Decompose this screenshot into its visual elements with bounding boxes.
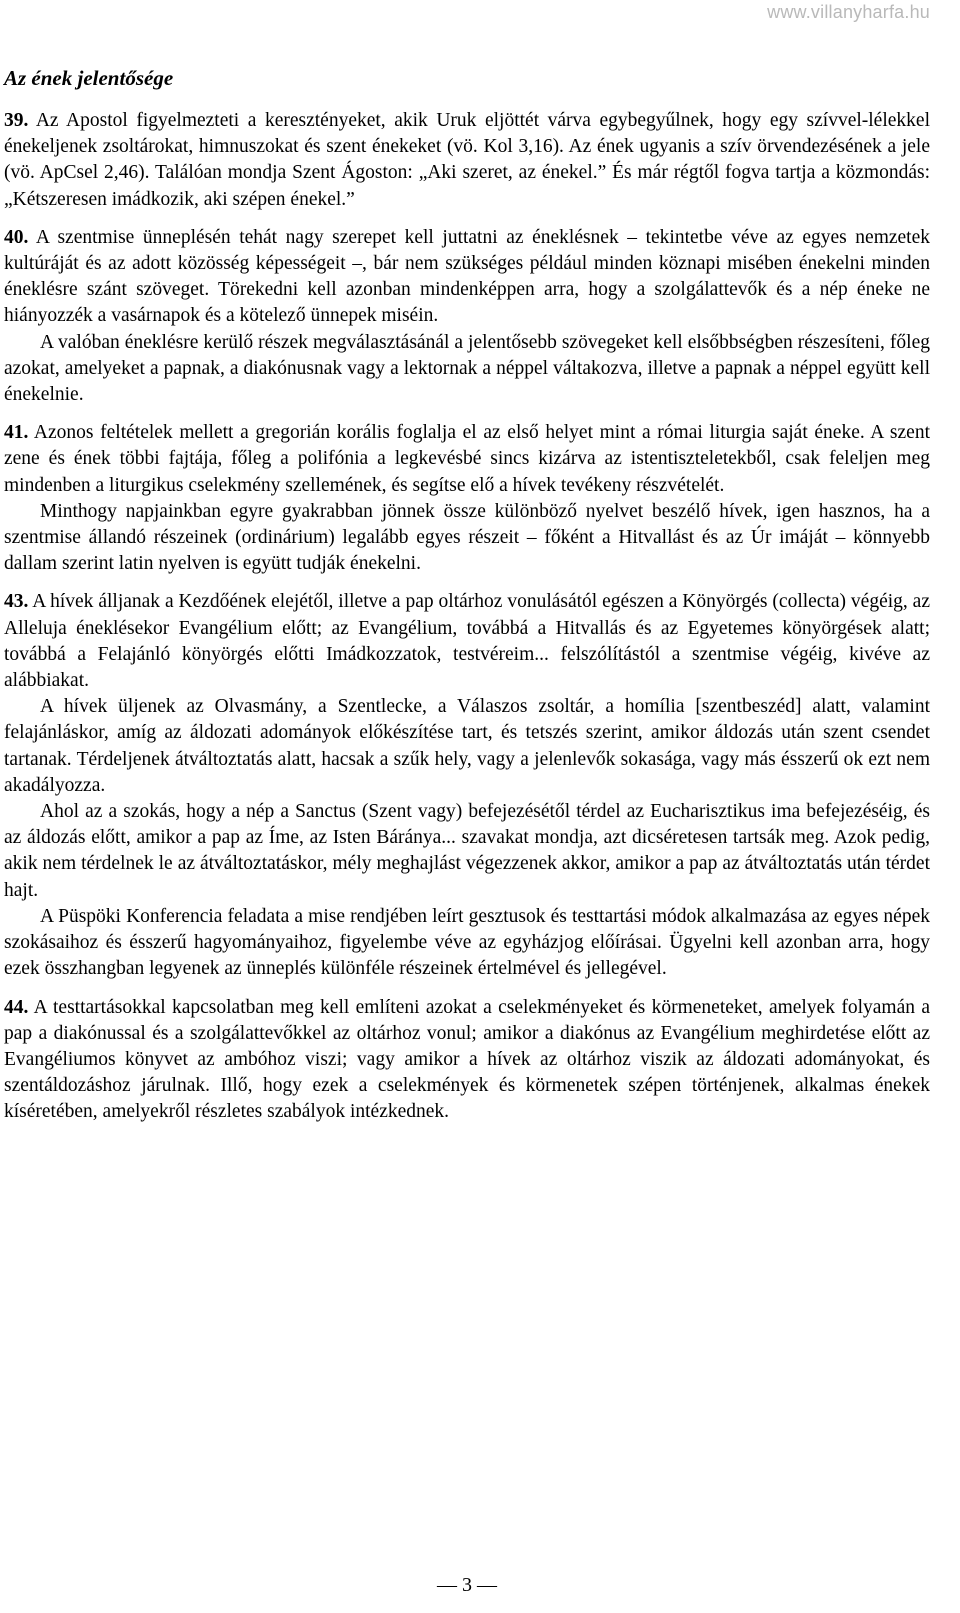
- document-page: [4, 0, 930, 1613]
- paragraph-text: A szentmise ünneplésén tehát nagy szerepet kell juttatni az éneklésnek – tekintetbe véve az egyes nemzetek kultúráját és az adott közösség képességeit –, bár nem szükséges például minden köznapi misében énekelni minden éneklésre szánt szöveget. Törekedni kell azonban mindenképpen arra, hogy a szolgálattevők és a nép éneke ne hiányozzék a vasárnapok és a kötelező ünnepek miséin.: [4, 226, 930, 327]
- paragraph-40: [4, 225, 930, 330]
- paragraph-number: 44.: [4, 996, 29, 1018]
- paragraph-number: 41.: [4, 422, 29, 444]
- paragraph-43-continued-3: A Püspöki Konferencia feladata a mise rendjében leírt gesztusok és testtartási módok alkalmazása az egyes népek szokásaihoz és ésszerű hagyományaihoz, figyelembe véve az egyházjog előírásai. Ügyelni kell azonban arra, hogy ezek összhangban legyenek az ünneplés különféle részeinek értelmével és jellegével.: [4, 905, 930, 980]
- paragraph-41-continued: Minthogy napjainkban egyre gyakrabban jönnek össze különböző nyelvet beszélő hívek, igen hasznos, ha a szentmise állandó részeinek (ordinárium) legalább egyes részeit – főként a Hitvallást és az Úr imáját – könnyebb dallam szerint latin nyelven is együtt tudják énekelni.: [4, 500, 930, 575]
- paragraph-41: [4, 420, 930, 499]
- paragraph-43-continued-2: Ahol az a szokás, hogy a nép a Sanctus (Szent vagy) befejezésétől térdel az Eucharisztikus ima befejezéséig, és az áldozás előtt, amikor a pap az Íme, az Isten Báránya... szavakat mondja, azt dicséretesen tartsák meg. Azok pedig, akik nem térdelnek le az átváltoztatáskor, mély meghajlást végezzenek akkor, amikor a pap az átváltoztatás után térdet hajt.: [4, 801, 930, 901]
- paragraph-43-continued-1: A hívek üljenek az Olvasmány, a Szentlecke, a Válaszos zsoltár, a homília [szentbeszéd] alatt, valamint felajánláskor, amíg az áldozati adományok előkészítése tart, és tetszés szerint, amikor áldozás után szent csendet tartanak. Térdeljenek átváltoztatás alatt, hacsak a szűk hely, vagy a jelenlevők sokasága, vagy más ésszerű ok ezt nem akadályozza.: [4, 696, 930, 796]
- paragraph-number: 43.: [4, 591, 29, 613]
- paragraph-44: [4, 995, 930, 1126]
- paragraph-text: A hívek álljanak a Kezdőének elejétől, illetve a pap oltárhoz vonulásától egészen a Könyörgés (collecta) végéig, az Alleluja éneklésekor Evangélium előtt; az Evangélium, továbbá a Hitvallás és az Egyetemes könyörgések alatt; továbbá a Felajánló könyörgés előtti Imádkozzatok, testvéreim... felszólítástól a szentmise végéig, kivéve az alábbiakat.: [4, 591, 930, 692]
- site-url: www.villanyharfa.hu: [767, 2, 930, 22]
- paragraph-text: A testtartásokkal kapcsolatban meg kell említeni azokat a cselekményeket és körmeneteket, amelyek folyamán a pap a diakónussal és a szolgálattevőkkel az oltárhoz vonul; amikor a diakónus az Evangélium meghirdetése előtt az Evangéliumos könyvet az ambóhoz viszi; vagy amikor a hívek az oltárhoz viszik az áldozati adományokat, és szentáldozáshoz járulnak. Illő, hogy ezek a cselekmények és körmenetek szépen történjenek, alkalmas énekek kíséretében, amelyekről részletes szabályok intézkednek.: [4, 996, 930, 1123]
- section-heading: Az ének jelentősége: [4, 66, 174, 90]
- paragraph-text: Azonos feltételek mellett a gregorián korális foglalja el az első helyet mint a római liturgia saját éneke. A szent zene és ének többi fajtája, főleg a polifónia a legkevésbé sincs kizárva az istentiszteletekből, csak feleljen meg mindenben a liturgikus cselekmény szellemének, és segítse elő a hívek tevékeny részvételét.: [4, 422, 930, 496]
- paragraph-number: 39.: [4, 110, 29, 131]
- paragraph-39: [4, 108, 930, 213]
- paragraph-43: [4, 589, 930, 694]
- paragraph-number: 40.: [4, 226, 29, 248]
- paragraph-text: Az Apostol figyelmezteti a keresztényeket, akik Uruk eljöttét várva egybegyűlnek, hogy egy szívvel-lélekkel énekeljenek zsoltárokat, himnuszokat és szent énekeket (vö. Kol 3,16). Az ének ugyanis a szív örvendezésének a jele (vö. ApCsel 2,46). Találóan mondja Szent Ágoston: „Aki szeret, az énekel.” És már régtől fogva tartja a közmondás: „Kétszeresen imádkozik, aki szépen énekel.”: [4, 110, 930, 210]
- document-body: [4, 64, 930, 1126]
- page-number: — 3 —: [437, 1574, 497, 1596]
- paragraph-40-continued: A valóban éneklésre kerülő részek megválasztásánál a jelentősebb szövegeket kell elsőbbségben részesíteni, főleg azokat, amelyeket a papnak, a diakónusnak vagy a lektornak a néppel váltakozva, illetve a papnak a néppel együtt kell énekelnie.: [4, 331, 930, 406]
